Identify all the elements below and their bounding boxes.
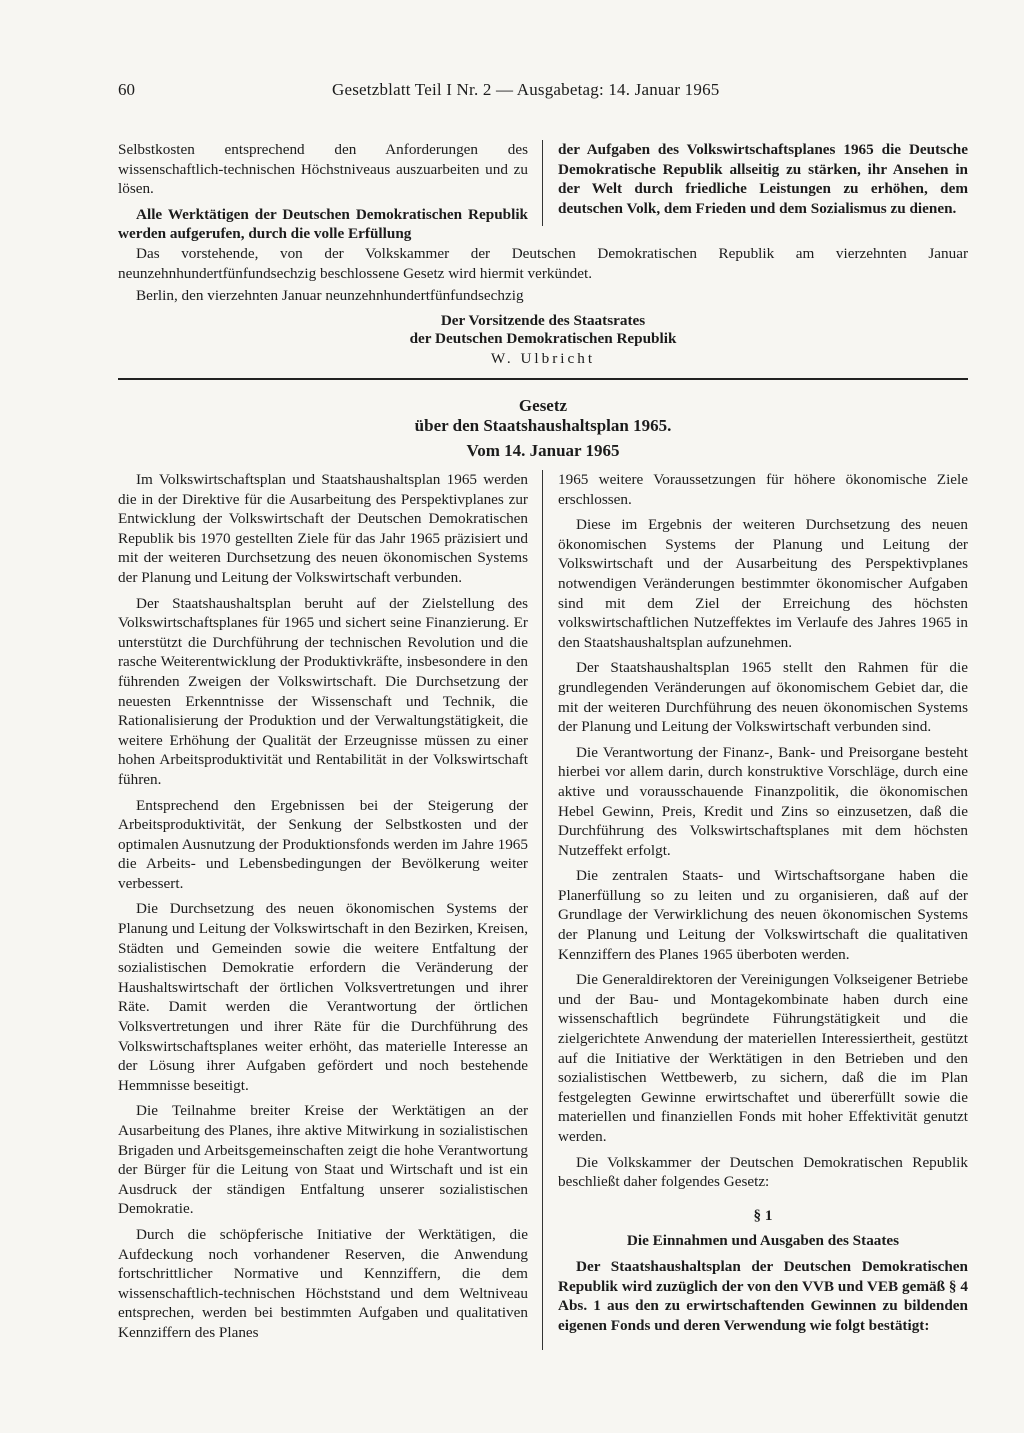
body-paragraph: Die Verantwortung der Finanz-, Bank- und Preisorgane besteht hierbei vor allem darin, durch konstruktive Vorschläge, durch eine aktive und vorausschauende Finanzpolitik, die ökonomischen Hebel Gewinn, Preis, Kredit und Zins so einzusetzen, daß die Durchführung des Volkswirtschaftsplanes mit dem höchsten Nutzeffekt erfolgt. bbox=[558, 743, 968, 859]
body-paragraph: Durch die schöpferische Initiative der Werktätigen, die Aufdeckung noch vorhandener Reserven, die Anwendung fortschrittlicher Normative und Kennziffern, die dem wissenschaftlich-technischen Höchststand und dem Weltniveau entsprechen, werden bei bestimmten Aufgaben und qualitativen Kennziffern des Planes bbox=[118, 1225, 528, 1341]
top-right-appeal: der Aufgaben des Volkswirtschaftsplanes 1965 die Deutsche Demokratische Republik allseitig zu stärken, ihr Ansehen in der Welt durch friedliche Leistungen zu erhöhen, dem deutschen Volk, dem Frieden und dem Sozialismus zu dienen. bbox=[558, 141, 968, 217]
body-paragraph: Entsprechend den Ergebnissen bei der Steigerung der Arbeitsproduktivität, der Senkung der Selbstkosten und der optimalen Ausnutzung der Produktionsfonds werden im Jahre 1965 die Arbeits- und Lebensbedingungen der Bevölkerung weiter verbessert. bbox=[118, 796, 528, 892]
left-body-column bbox=[118, 470, 528, 1349]
promulgation-text: Das vorstehende, von der Volkskammer der Deutschen Demokratischen Republik am vierzehnten Januar neunzehnhundertfünfundsechzig beschlossene Gesetz wird hiermit verkündet. bbox=[118, 245, 968, 282]
section-number: § 1 bbox=[753, 1206, 773, 1224]
body-paragraph: Die Durchsetzung des neuen ökonomischen Systems der Planung und Leitung der Volkswirtschaft in den Bezirken, Kreisen, Städten und Gemeinden sowie die weitere Entfaltung der sozialistischen Demokratie erfordern die Veränderung der Haushaltswirtschaft der örtlichen Volksvertretungen und ihrer Räte. Damit werden die Verantwortung der örtlichen Volksvertretungen und ihrer Räte für die Durchführung des Volkswirtschaftsplanes weiter erhöht, das materielle Interesse an der Lösung ihrer Aufgaben gefördert und noch bestehende Hemmnisse beseitigt. bbox=[118, 900, 528, 1094]
top-column-divider bbox=[542, 140, 543, 226]
running-title: Gesetzblatt Teil I Nr. 2 — Ausgabetag: 14. Januar 1965 bbox=[332, 80, 720, 99]
law-date: Vom 14. Januar 1965 bbox=[466, 441, 620, 460]
law-subtitle: über den Staatshaushaltsplan 1965. bbox=[414, 416, 672, 435]
signatory-line-2: der Deutschen Demokratischen Republik bbox=[409, 330, 677, 347]
body-paragraph: Im Volkswirtschaftsplan und Staatshaushaltsplan 1965 werden die in der Direktive für die Ausarbeitung des Perspektivplanes zur Entwicklung der Volkswirtschaft der Deutschen Demokratischen Republik bis 1970 gestellten Ziele für das Jahr 1965 präzisiert und mit der weiteren Durchsetzung des neuen ökonomischen Systems der Planung und Leitung der Volkswirtschaft verbunden. bbox=[118, 471, 528, 586]
top-left-appeal: Alle Werktätigen der Deutschen Demokratischen Republik werden aufgerufen, durch die volle Erfüllung bbox=[118, 205, 528, 243]
body-paragraph: Die Generaldirektoren der Vereinigungen Volkseigener Betriebe und der Bau- und Montagekombinate haben durch eine wissenschaftlich begründete Führungstätigkeit und die zielgerichtete Anwendung der materiellen Interessiertheit, gestützt auf die Initiative der Werktätigen in den Betrieben und den sozialistischen Wettbewerb, zu sichern, daß die im Plan festgelegten Gewinne erwirtschaftet und übererfüllt sowie die materiellen und finanziellen Fonds mit hoher Effektivität genutzt werden. bbox=[558, 971, 968, 1145]
signature: W. Ulbricht bbox=[490, 350, 596, 367]
law-title: Gesetz bbox=[518, 396, 568, 415]
body-paragraph: Der Staatshaushaltsplan 1965 stellt den Rahmen für die grundlegenden Veränderungen auf ökonomischem Gebiet dar, die mit der weiteren Durchführung des neuen ökonomischen Systems der Planung und Leitung der Volkswirtschaft verbunden sind. bbox=[558, 659, 968, 736]
body-paragraph: Die Volkskammer der Deutschen Demokratischen Republik beschließt daher folgendes Gesetz: bbox=[558, 1153, 968, 1191]
body-paragraph: Diese im Ergebnis der weiteren Durchsetzung des neuen ökonomischen Systems der Planung und Leitung der Volkswirtschaft und der Ausarbeitung des Perspektivplanes notwendigen Veränderungen bestimmter ökonomischer Aufgaben sind mit dem Ziel der Erreichung des höchsten volkswirtschaftlichen Nutzeffektes im Verlaufe des Jahres 1965 in den Staatshaushaltsplan aufzunehmen. bbox=[558, 516, 968, 651]
section-rule bbox=[118, 378, 968, 380]
body-column-divider bbox=[542, 470, 543, 1350]
right-body-column bbox=[558, 470, 968, 1341]
body-paragraph: Der Staatshaushaltsplan beruht auf der Zielstellung des Volkswirtschaftsplanes für 1965 und sichert seine Finanzierung. Er unterstützt die Durchführung der technischen Revolution und die rasche Weiterentwicklung der Produktivkräfte, insbesondere in den führenden Zweigen der Volkswirtschaft. Die Durchsetzung der neuesten Erkenntnisse der Wissenschaft und Technik, die Rationalisierung der Produktion und der Verwaltungstätigkeit, die weitere Erhöhung der Qualität der Erzeugnisse müssen zu einer hohen Arbeitsproduktivität und Rentabilität in der Volkswirtschaft führen. bbox=[118, 594, 528, 788]
section-heading: Die Einnahmen und Ausgaben des Staates bbox=[626, 1232, 900, 1250]
place-date: Berlin, den vierzehnten Januar neunzehnhundertfünfundsechzig bbox=[136, 287, 524, 304]
body-paragraph: Die zentralen Staats- und Wirtschaftsorgane haben die Planerfüllung so zu leiten und zu organisieren, daß auf der Grundlage der Verwirklichung des neuen ökonomischen Systems der Planung und Leitung der Volkswirtschaft die qualitativen Kennziffern des Planes 1965 überboten werden. bbox=[558, 867, 968, 963]
section-text: Der Staatshaushaltsplan der Deutschen Demokratischen Republik wird zuzüglich der von den VVB und VEB gemäß § 4 Abs. 1 aus den zu erwirtschaftenden Gewinnen zu bildenden eigenen Fonds und deren Verwendung wie folgt bestätigt: bbox=[558, 1257, 968, 1334]
signatory-line-1: Der Vorsitzende des Staatsrates bbox=[440, 312, 646, 329]
top-right-column bbox=[558, 140, 968, 224]
page-number: 60 bbox=[118, 80, 135, 99]
top-left-paragraph: Selbstkosten entsprechend den Anforderungen des wissenschaftlich-technischen Höchstniveaus auszuarbeiten und zu lösen. bbox=[118, 141, 528, 198]
body-paragraph: Die Teilnahme breiter Kreise der Werktätigen an der Ausarbeitung des Planes, ihre aktive Mitwirkung in sozialistischen Brigaden und Arbeitsgemeinschaften zeigt die hohe Verantwortung der Bürger für die Leitung von Staat und Wirtschaft und ist ein Ausdruck der ständigen Entfaltung unserer sozialistischen Demokratie. bbox=[118, 1102, 528, 1218]
body-paragraph: 1965 weitere Voraussetzungen für höhere ökonomische Ziele erschlossen. bbox=[558, 471, 968, 508]
top-left-column bbox=[118, 140, 528, 250]
